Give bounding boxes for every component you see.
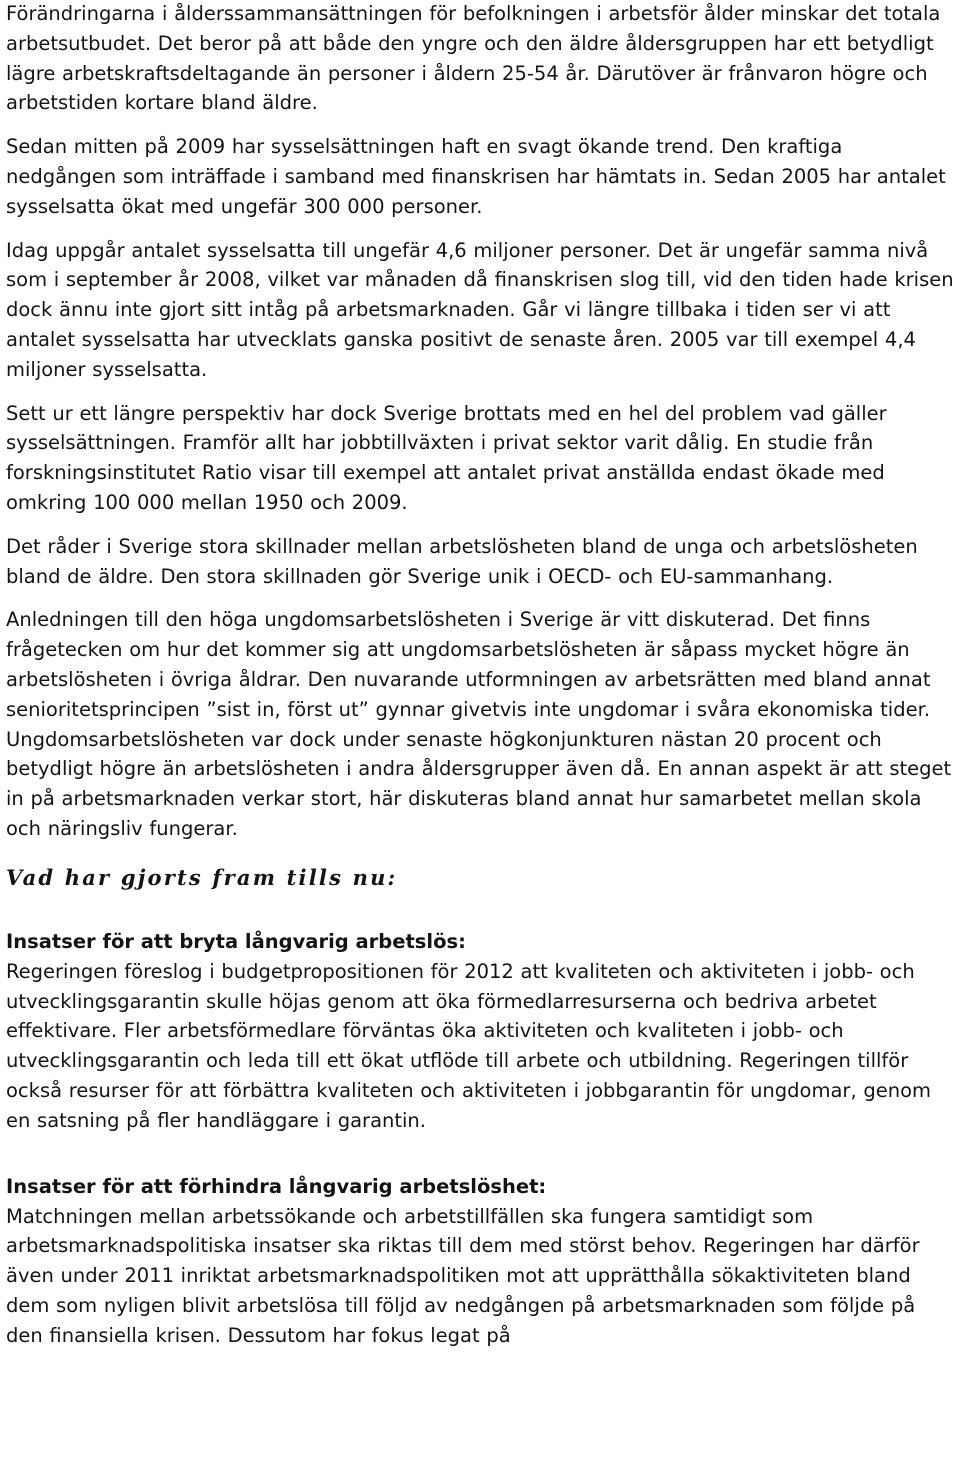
section-heading: Vad har gjorts fram tills nu:	[6, 864, 398, 890]
paragraph-unemployment-differences: Det råder i Sverige stora skillnader mellan arbetslösheten bland de unga och arbetslösheten bland de äldre. Den stora skillnaden gör Sverige unik i OECD- och EU-sammanhang.	[6, 534, 918, 588]
paragraph-employment-trend: Sedan mitten på 2009 har sysselsättningen haft en svagt ökande trend. Den kraftiga nedgången som inträffade i samband med finanskrisen har hämtats in. Sedan 2005 har antalet sysselsatta ökat med ungefär 300 000 personer.	[6, 135, 946, 218]
subsection-heading-prevent-unemployment: Insatser för att förhindra långvarig arbetslöshet:	[6, 1174, 547, 1198]
document-page	[6, 0, 956, 1364]
subsection-text-prevent-unemployment: Matchningen mellan arbetssökande och arbetstillfällen ska fungera samtidigt som arbetsmarknadspolitiska insatser ska riktas till dem med störst behov. Regeringen har därför även under 2011 inriktat arbetsmarknadspolitiken mot att upprätthålla sökaktiviteten bland dem som nyligen blivit arbetslösa till följd av nedgången på arbetsmarknaden som följde på den finansiella krisen. Dessutom har fokus legat på	[6, 1204, 920, 1347]
paragraph-employment-level: Idag uppgår antalet sysselsatta till ungefär 4,6 miljoner personer. Det är ungefär samma nivå som i september år 2008, vilket var månaden då finanskrisen slog till, vid den tiden hade krisen dock ännu inte gjort sitt intåg på arbetsmarknaden. Går vi längre tillbaka i tiden ser vi att antalet sysselsatta har utvecklats ganska positivt de senaste åren. 2005 var till exempel 4,4 miljoner sysselsatta.	[6, 238, 954, 381]
subsection-text-long-term-unemployed: Regeringen föreslog i budgetpropositionen för 2012 att kvaliteten och aktiviteten i jobb- och utvecklingsgarantin skulle höjas genom att öka förmedlarresurserna och bedriva arbetet effektivare. Fler arbetsförmedlare förväntas öka aktiviteten och kvaliteten i jobb- och utvecklingsgarantin och leda till ett ökat utflöde till arbete och utbildning. Regeringen tillför också resurser för att förbättra kvaliteten och aktiviteten i jobbgarantin för ungdomar, genom en satsning på fler handläggare i garantin.	[6, 959, 931, 1132]
subsection-heading-long-term-unemployed: Insatser för att bryta långvarig arbetslös:	[6, 929, 466, 953]
paragraph-youth-unemployment: Anledningen till den höga ungdomsarbetslösheten i Sverige är vitt diskuterad. Det finns frågetecken om hur det kommer sig att ungdomsarbetslösheten är såpass mycket högre än arbetslösheten i övriga åldrar. Den nuvarande utformningen av arbetsrätten med bland annat senioritetsprincipen ”sist in, först ut” gynnar givetvis inte ungdomar i svåra ekonomiska tider. Ungdomsarbetslösheten var dock under senaste högkonjunkturen nästan 20 procent och betydligt högre än arbetslösheten i andra åldersgrupper även då. En annan aspekt är att steget in på arbetsmarknaden verkar stort, här diskuteras bland annat hur samarbetet mellan skola och näringsliv fungerar.	[6, 608, 952, 840]
paragraph-age-composition: Förändringarna i ålderssammansättningen för befolkningen i arbetsför ålder minskar det totala arbetsutbudet. Det beror på att både den yngre och den äldre åldersgruppen har ett betydligt lägre arbetskraftsdeltagande än personer i åldern 25-54 år. Därutöver är frånvaron högre och arbetstiden kortare bland äldre.	[6, 2, 941, 115]
section-spacer	[6, 1150, 956, 1172]
paragraph-long-term-perspective: Sett ur ett längre perspektiv har dock Sverige brottats med en hel del problem vad gäller sysselsättningen. Framför allt har jobbtillväxten i privat sektor varit dålig. En studie från forskningsinstitutet Ratio visar till exempel att antalet privat anställda endast ökade med omkring 100 000 mellan 1950 och 2009.	[6, 401, 887, 514]
